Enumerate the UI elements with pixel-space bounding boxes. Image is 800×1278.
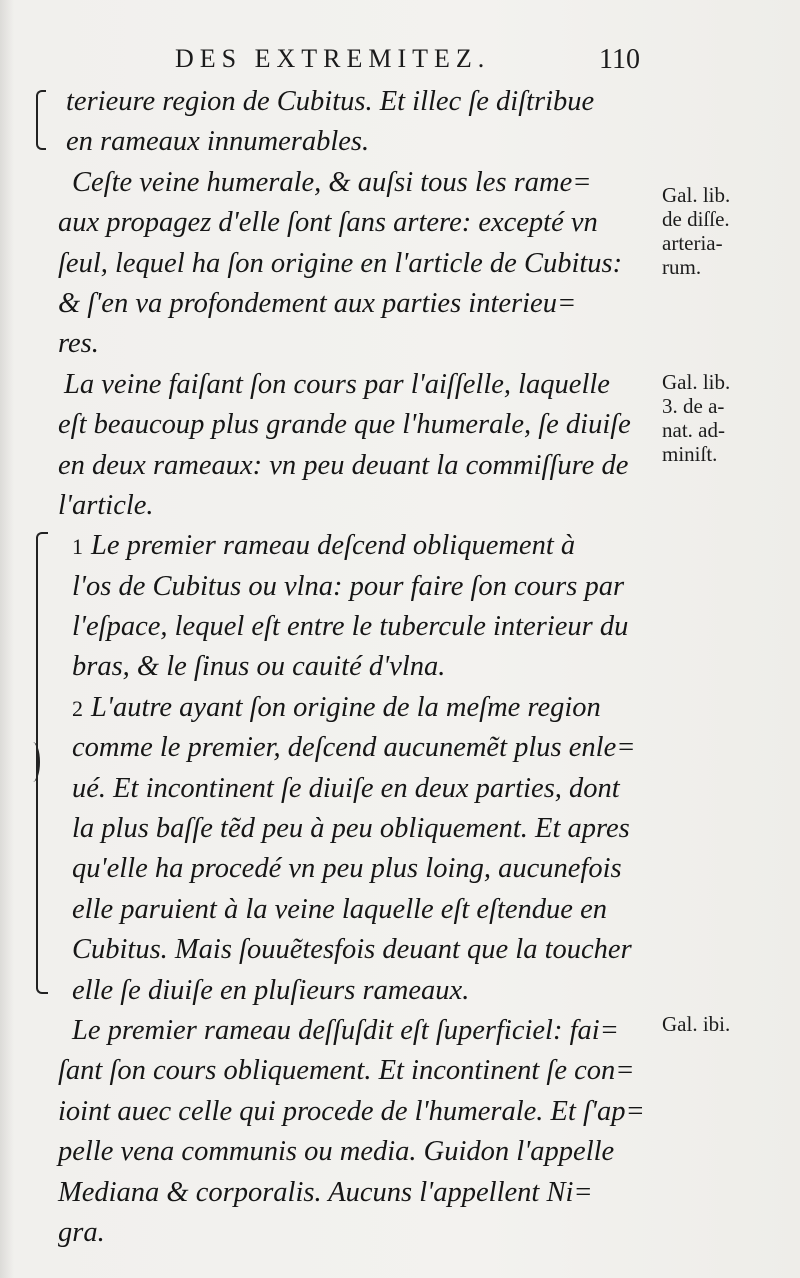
text-line: Le premier rameau deſſuſdit eſt ſuperficiel: fai= bbox=[72, 1014, 619, 1046]
text-line: ſeul, lequel ha ſon origine en l'article de Cubitus: bbox=[58, 247, 623, 279]
text-line: Mediana & corporalis. Aucuns l'appellent Ni= bbox=[58, 1176, 593, 1208]
text-line: L'autre ayant ſon origine de la meſme region bbox=[91, 691, 601, 723]
marginal-line: 3. de a- bbox=[662, 394, 725, 418]
text-line: aux propagez d'elle ſont ſans artere: excepté vn bbox=[58, 207, 598, 239]
text-line: comme le premier, deſcend aucunemẽt plus enle= bbox=[72, 732, 636, 764]
page-number: 110 bbox=[599, 44, 640, 75]
text-line: ioint auec celle qui procede de l'humerale. Et ſ'ap= bbox=[58, 1095, 645, 1127]
text-line: en rameaux innumerables. bbox=[66, 126, 370, 158]
text-line: l'os de Cubitus ou vlna: pour faire ſon cours par bbox=[72, 570, 625, 602]
text-line: gra. bbox=[58, 1216, 105, 1248]
text-line: & ſ'en va profondement aux parties interieu= bbox=[58, 287, 577, 319]
bracket-list-point bbox=[26, 742, 40, 782]
text-line: Cubitus. Mais ſouuẽtesfois deuant que la toucher bbox=[72, 934, 632, 966]
text-line: l'eſpace, lequel eſt entre le tubercule interieur du bbox=[72, 611, 629, 643]
marginal-line: arteria- bbox=[662, 231, 723, 255]
list-number: 2 bbox=[72, 695, 83, 721]
text-line: eſt beaucoup plus grande que l'humerale, ſe diuiſe bbox=[58, 409, 631, 441]
text-line: elle ſe diuiſe en pluſieurs rameaux. bbox=[72, 974, 470, 1006]
text-line: res. bbox=[58, 328, 99, 360]
text-line: Ceſte veine humerale, & auſsi tous les rame= bbox=[72, 166, 592, 198]
text-line: pelle vena communis ou media. Guidon l'appelle bbox=[58, 1136, 615, 1168]
text-line: en deux rameaux: vn peu deuant la commiſſure de bbox=[58, 449, 629, 481]
text-line: elle paruient à la veine laquelle eſt eſtendue en bbox=[72, 893, 607, 925]
marginal-line: Gal. lib. bbox=[662, 370, 731, 394]
marginal-note-3 bbox=[662, 1012, 794, 1036]
list-number: 1 bbox=[72, 534, 83, 560]
list-item-1 bbox=[58, 526, 658, 566]
text-line: qu'elle ha procedé vn peu plus loing, aucunefois bbox=[72, 853, 622, 885]
marginal-line: rum. bbox=[662, 255, 702, 279]
marginal-line: Gal. lib. bbox=[662, 183, 731, 207]
bracket-top bbox=[36, 90, 46, 150]
text-line: bras, & le ſinus ou cauité d'vlna. bbox=[72, 651, 446, 683]
marginal-note-2 bbox=[662, 370, 794, 466]
text-line: la plus baſſe tẽd peu à peu obliquement. Et apres bbox=[72, 813, 630, 845]
page-header bbox=[60, 40, 660, 80]
list-item-2 bbox=[58, 688, 658, 728]
running-head: DES EXTREMITEZ. bbox=[175, 44, 491, 73]
marginal-note-1 bbox=[662, 183, 794, 279]
body-text bbox=[58, 82, 658, 1253]
text-line: terieure region de Cubitus. Et illec ſe diſtribue bbox=[66, 86, 595, 117]
marginal-line: miniſt. bbox=[662, 442, 718, 466]
text-line: Le premier rameau deſcend obliquement à bbox=[91, 530, 576, 562]
marginal-line: de diſſe. bbox=[662, 207, 730, 231]
marginal-line: Gal. ibi. bbox=[662, 1012, 731, 1036]
marginal-line: nat. ad- bbox=[662, 418, 725, 442]
text-line: La veine faiſant ſon cours par l'aiſſelle, laquelle bbox=[64, 368, 610, 400]
text-line: ſant ſon cours obliquement. Et incontinent ſe con= bbox=[58, 1055, 635, 1087]
text-line: ué. Et incontinent ſe diuiſe en deux parties, dont bbox=[72, 772, 620, 804]
text-line: l'article. bbox=[58, 489, 154, 521]
